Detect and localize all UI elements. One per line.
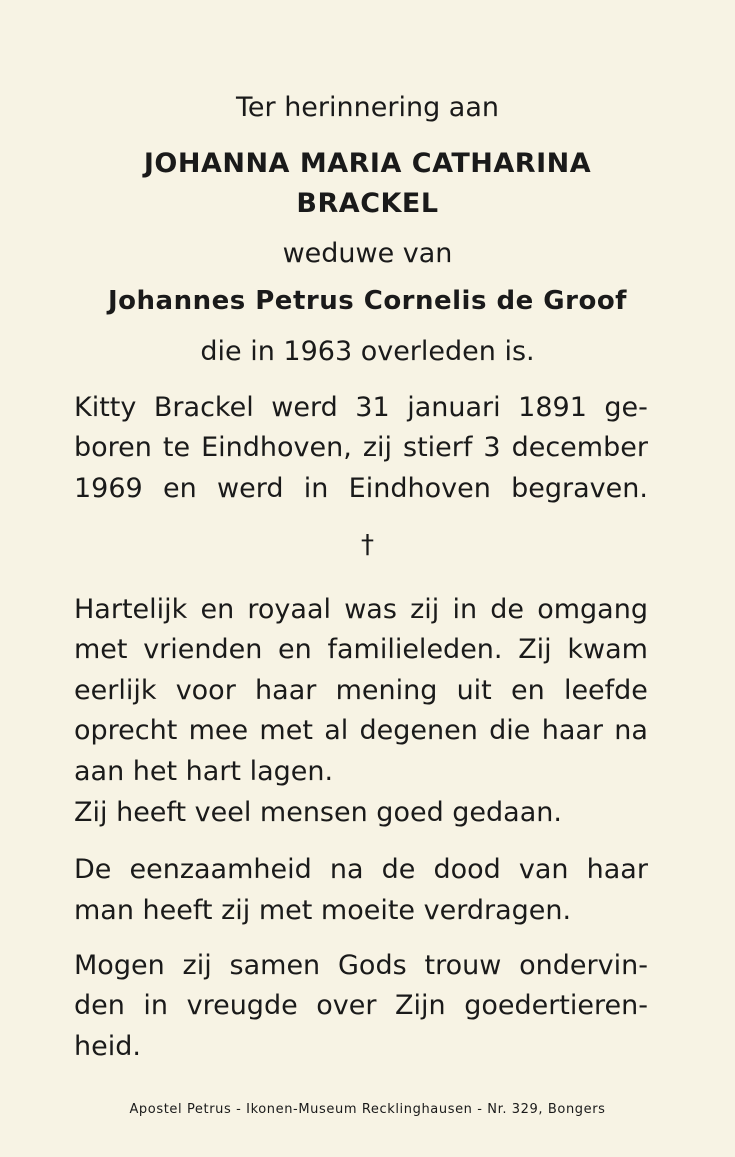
deceased-name-line-1: JOHANNA MARIA CATHARINA	[143, 148, 592, 179]
word: eerlijk	[74, 675, 157, 706]
relation-text: weduwe van	[282, 238, 453, 269]
paragraph-loneliness-line	[74, 854, 648, 886]
word: en	[510, 675, 545, 706]
word: en	[163, 473, 197, 504]
biography-line	[74, 473, 648, 505]
word: begraven.	[511, 473, 648, 504]
word: leefde	[563, 675, 648, 706]
word: die	[489, 715, 531, 746]
word: dood	[433, 854, 501, 885]
word: de	[490, 594, 525, 625]
word: na	[614, 715, 648, 746]
word: den	[74, 990, 125, 1021]
paragraph-character-line	[74, 594, 648, 626]
word: Zijn	[395, 990, 446, 1021]
word: werd	[271, 392, 338, 423]
deceased-name-line-2: BRACKEL	[296, 188, 439, 219]
word: te	[162, 432, 191, 463]
paragraph-prayer-line	[74, 990, 648, 1022]
word: familieleden.	[327, 634, 503, 665]
word: degenen	[359, 715, 478, 746]
word: trouw	[424, 950, 502, 981]
word: boren	[74, 432, 152, 463]
intro-text: Ter herinnering aan	[236, 92, 499, 123]
word: uit	[456, 675, 492, 706]
word: oprecht	[74, 715, 178, 746]
paragraph-character-line	[74, 675, 648, 707]
word: mening	[335, 675, 438, 706]
word: haar	[586, 854, 648, 885]
word: met	[259, 715, 313, 746]
word: van	[518, 854, 569, 885]
cross-symbol: †	[361, 530, 374, 560]
word: stierf	[403, 432, 473, 463]
paragraph-good-deeds: Zij heeft veel mensen goed gedaan.	[74, 797, 562, 828]
word: al	[324, 715, 349, 746]
word: mee	[188, 715, 249, 746]
word: Eindhoven,	[201, 432, 352, 463]
paragraph-character-last-line: aan het hart lagen.	[74, 756, 334, 787]
word: Hartelijk	[74, 594, 188, 625]
spouse-death-text: die in 1963 overleden is.	[200, 336, 535, 367]
word: eenzaamheid	[129, 854, 312, 885]
word: 1969	[74, 473, 143, 504]
paragraph-prayer-last-line: heid.	[74, 1031, 141, 1062]
word: haar	[255, 675, 317, 706]
word: haar	[541, 715, 604, 746]
word: Brackel	[153, 392, 254, 423]
word: januari	[407, 392, 501, 423]
word: samen	[229, 950, 321, 981]
word: 3	[483, 432, 501, 463]
word: na	[329, 854, 364, 885]
word: Zij	[518, 634, 552, 665]
word: De	[74, 854, 112, 885]
word: en	[200, 594, 235, 625]
word: in	[303, 473, 329, 504]
paragraph-loneliness-last-line: man heeft zij met moeite verdragen.	[74, 895, 572, 926]
word: over	[316, 990, 377, 1021]
word: en	[278, 634, 312, 665]
word: december	[511, 432, 648, 463]
word: 1891	[518, 392, 587, 423]
word: was	[344, 594, 397, 625]
word: royaal	[247, 594, 332, 625]
biography-line	[74, 432, 648, 464]
word: werd	[217, 473, 284, 504]
word: 31	[355, 392, 390, 423]
word: de	[381, 854, 416, 885]
paragraph-character-line	[74, 715, 648, 747]
word: zij	[182, 950, 212, 981]
word: ondervin-	[519, 950, 648, 981]
word: kwam	[567, 634, 648, 665]
word: goedertieren-	[464, 990, 648, 1021]
word: zij	[410, 594, 440, 625]
word: in	[143, 990, 169, 1021]
word: in	[452, 594, 478, 625]
printer-credit: Apostel Petrus - Ikonen-Museum Recklinghausen - Nr. 329, Bongers	[129, 1102, 606, 1117]
word: ge-	[604, 392, 648, 423]
word: met	[74, 634, 128, 665]
paragraph-prayer-line	[74, 950, 648, 982]
word: zij	[362, 432, 393, 463]
biography-line	[74, 392, 648, 424]
word: voor	[175, 675, 236, 706]
word: Eindhoven	[348, 473, 491, 504]
word: vreugde	[186, 990, 298, 1021]
word: Mogen	[74, 950, 165, 981]
spouse-name: Johannes Petrus Cornelis de Groof	[107, 286, 627, 316]
word: Kitty	[74, 392, 137, 423]
word: omgang	[537, 594, 648, 625]
word: vrienden	[143, 634, 263, 665]
paragraph-character-line	[74, 634, 648, 666]
word: Gods	[338, 950, 407, 981]
